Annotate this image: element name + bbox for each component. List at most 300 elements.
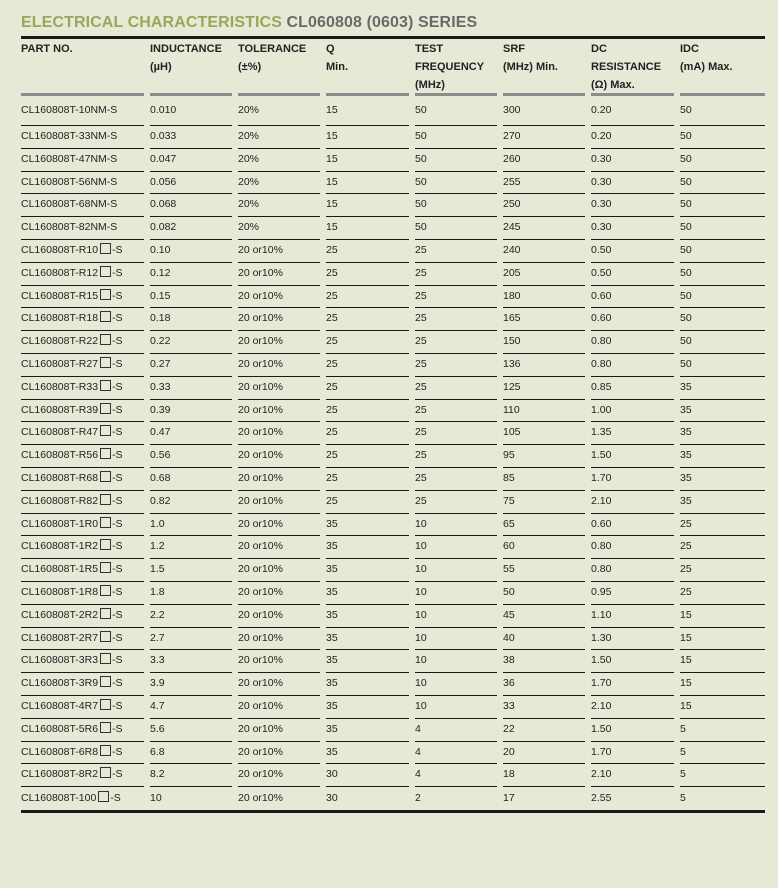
cell-q <box>326 650 415 673</box>
dc-resistance-value: 2.10 <box>591 491 674 514</box>
table-row <box>21 491 765 514</box>
cell-q <box>326 742 415 765</box>
test-frequency-value: 25 <box>415 240 497 263</box>
cell-tolerance <box>238 764 326 787</box>
idc-value: 25 <box>680 559 765 582</box>
srf-value: 50 <box>503 582 585 605</box>
header-idc-line2: (mA) Max. <box>680 61 733 73</box>
table-header-row <box>21 40 765 96</box>
q-value: 25 <box>326 263 409 286</box>
header-inductance <box>150 40 238 96</box>
cell-idc <box>680 673 765 696</box>
dc-resistance-value: 1.10 <box>591 605 674 628</box>
cell-test-frequency <box>415 742 503 765</box>
cell-inductance <box>150 331 238 354</box>
srf-value: 65 <box>503 514 585 537</box>
idc-value: 15 <box>680 673 765 696</box>
table-row <box>21 422 765 445</box>
cell-tolerance <box>238 582 326 605</box>
cell-idc <box>680 400 765 423</box>
part-no-prefix: CL160808T-10NM-S <box>21 104 118 116</box>
cell-q <box>326 263 415 286</box>
cell-idc <box>680 194 765 217</box>
cell-dc-resistance <box>591 559 680 582</box>
cell-dc-resistance <box>591 605 680 628</box>
cell-part-no <box>21 582 150 605</box>
cell-test-frequency <box>415 536 503 559</box>
idc-value: 35 <box>680 422 765 445</box>
header-idc-line1: IDC <box>680 43 699 55</box>
tolerance-value: 20 or10% <box>238 582 320 605</box>
cell-tolerance <box>238 742 326 765</box>
srf-value: 125 <box>503 377 585 400</box>
header-tolerance-line1: TOLERANCE <box>238 43 307 55</box>
table-row <box>21 96 765 126</box>
cell-q <box>326 582 415 605</box>
cell-q <box>326 536 415 559</box>
cell-inductance <box>150 559 238 582</box>
q-value: 35 <box>326 514 409 537</box>
cell-test-frequency <box>415 308 503 331</box>
inductance-value: 6.8 <box>150 742 232 765</box>
table-row <box>21 354 765 377</box>
cell-srf <box>503 514 591 537</box>
table-row <box>21 719 765 742</box>
cell-idc <box>680 126 765 149</box>
tolerance-value: 20 or10% <box>238 377 320 400</box>
part-no-prefix: CL160808T-82NM-S <box>21 221 118 234</box>
cell-tolerance <box>238 126 326 149</box>
test-frequency-value: 25 <box>415 286 497 309</box>
cell-srf <box>503 696 591 719</box>
idc-value: 15 <box>680 605 765 628</box>
cell-test-frequency <box>415 400 503 423</box>
cell-idc <box>680 331 765 354</box>
cell-test-frequency <box>415 149 503 172</box>
tolerance-code-box <box>100 539 111 550</box>
part-no-prefix: CL160808T-8R2 <box>21 768 99 781</box>
tolerance-value: 20% <box>238 149 320 172</box>
test-frequency-value: 4 <box>415 764 497 787</box>
part-no-prefix: CL160808T-6R8 <box>21 745 99 758</box>
srf-value: 55 <box>503 559 585 582</box>
dc-resistance-value: 0.60 <box>591 308 674 331</box>
cell-test-frequency <box>415 172 503 195</box>
tolerance-code-box <box>100 243 111 254</box>
cell-q <box>326 96 415 126</box>
tolerance-code-box <box>100 494 111 505</box>
idc-value: 50 <box>680 96 765 126</box>
table-row <box>21 377 765 400</box>
q-value: 15 <box>326 96 409 126</box>
cell-dc-resistance <box>591 742 680 765</box>
header-cell-box <box>326 40 409 96</box>
cell-inductance <box>150 605 238 628</box>
dc-resistance-value: 1.35 <box>591 422 674 445</box>
tolerance-value: 20 or10% <box>238 445 320 468</box>
header-cell-box <box>680 40 765 96</box>
q-value: 25 <box>326 308 409 331</box>
cell-idc <box>680 468 765 491</box>
tolerance-code-box <box>100 699 111 710</box>
cell-inductance <box>150 536 238 559</box>
cell-test-frequency <box>415 286 503 309</box>
cell-part-no <box>21 764 150 787</box>
test-frequency-value: 25 <box>415 400 497 423</box>
header-cell-box <box>591 40 674 96</box>
cell-srf <box>503 650 591 673</box>
cell-idc <box>680 536 765 559</box>
part-no-prefix: CL160808T-1R8 <box>21 585 99 598</box>
srf-value: 136 <box>503 354 585 377</box>
cell-dc-resistance <box>591 491 680 514</box>
q-value: 25 <box>326 286 409 309</box>
part-no-suffix: -S <box>112 335 123 348</box>
cell-dc-resistance <box>591 468 680 491</box>
cell-inductance <box>150 445 238 468</box>
title-series: CL060808 (0603) SERIES <box>286 14 478 31</box>
cell-srf <box>503 559 591 582</box>
cell-test-frequency <box>415 673 503 696</box>
srf-value: 205 <box>503 263 585 286</box>
tolerance-value: 20 or10% <box>238 696 320 719</box>
cell-idc <box>680 582 765 605</box>
cell-srf <box>503 582 591 605</box>
q-value: 15 <box>326 217 409 240</box>
part-no-prefix: CL160808T-1R2 <box>21 540 99 553</box>
inductance-value: 0.068 <box>150 194 232 217</box>
test-frequency-value: 10 <box>415 650 497 673</box>
q-value: 25 <box>326 354 409 377</box>
inductance-value: 0.22 <box>150 331 232 354</box>
cell-tolerance <box>238 194 326 217</box>
part-no-suffix: -S <box>112 494 123 507</box>
inductance-value: 1.2 <box>150 536 232 559</box>
idc-value: 50 <box>680 263 765 286</box>
part-no-suffix: -S <box>112 403 123 416</box>
q-value: 25 <box>326 240 409 263</box>
header-q-line3 <box>326 76 409 94</box>
inductance-value: 0.15 <box>150 286 232 309</box>
cell-inductance <box>150 400 238 423</box>
tolerance-value: 20 or10% <box>238 791 283 804</box>
srf-value: 45 <box>503 605 585 628</box>
cell-part-no <box>21 149 150 172</box>
cell-idc <box>680 742 765 765</box>
cell-test-frequency <box>415 582 503 605</box>
cell-dc-resistance <box>591 400 680 423</box>
test-frequency-value: 25 <box>415 331 497 354</box>
table-row <box>21 514 765 537</box>
cell-inductance <box>150 354 238 377</box>
cell-idc <box>680 217 765 240</box>
cell-test-frequency <box>415 650 503 673</box>
cell-dc-resistance <box>591 719 680 742</box>
cell-test-frequency <box>415 468 503 491</box>
test-frequency-value: 10 <box>415 605 497 628</box>
test-frequency-value: 4 <box>415 719 497 742</box>
cell-inductance <box>150 126 238 149</box>
test-frequency-value: 25 <box>415 308 497 331</box>
part-no-suffix: -S <box>112 357 123 370</box>
cell-tolerance <box>238 308 326 331</box>
tolerance-code-box <box>100 585 111 596</box>
table-row <box>21 764 765 787</box>
cell-part-no <box>21 172 150 195</box>
part-no-prefix: CL160808T-56NM-S <box>21 175 118 188</box>
cell-part-no <box>21 514 150 537</box>
tolerance-code-box <box>100 653 111 664</box>
cell-srf <box>503 263 591 286</box>
header-idc-line3 <box>680 76 765 94</box>
test-frequency-value: 10 <box>415 696 497 719</box>
electrical-characteristics-table <box>21 40 765 810</box>
title-characteristics: ELECTRICAL CHARACTERISTICS <box>21 14 282 31</box>
inductance-value: 4.7 <box>150 696 232 719</box>
cell-inductance <box>150 468 238 491</box>
cell-tolerance <box>238 787 326 810</box>
cell-test-frequency <box>415 764 503 787</box>
test-frequency-value: 10 <box>415 673 497 696</box>
part-no-prefix: CL160808T-3R9 <box>21 677 99 690</box>
table-row <box>21 559 765 582</box>
tolerance-value: 20 or10% <box>238 514 320 537</box>
part-no-suffix: -S <box>112 517 123 530</box>
header-test-frequency-line1: TEST <box>415 43 444 55</box>
cell-inductance <box>150 491 238 514</box>
idc-value: 25 <box>680 582 765 605</box>
tolerance-value: 20 or10% <box>238 628 320 651</box>
dc-resistance-value: 0.85 <box>591 377 674 400</box>
cell-idc <box>680 559 765 582</box>
cell-q <box>326 194 415 217</box>
srf-value: 85 <box>503 468 585 491</box>
cell-srf <box>503 673 591 696</box>
cell-srf <box>503 787 591 810</box>
cell-dc-resistance <box>591 582 680 605</box>
header-cell-box <box>503 40 585 96</box>
test-frequency-value: 25 <box>415 263 497 286</box>
part-no-suffix: -S <box>112 266 123 279</box>
cell-tolerance <box>238 468 326 491</box>
test-frequency-value: 50 <box>415 172 497 195</box>
idc-value: 25 <box>680 514 765 537</box>
q-value: 25 <box>326 377 409 400</box>
srf-value: 36 <box>503 673 585 696</box>
cell-tolerance <box>238 400 326 423</box>
inductance-value: 0.056 <box>150 172 232 195</box>
cell-idc <box>680 149 765 172</box>
cell-srf <box>503 217 591 240</box>
table-row <box>21 331 765 354</box>
cell-tolerance <box>238 650 326 673</box>
q-value: 35 <box>326 742 409 765</box>
cell-part-no <box>21 491 150 514</box>
tolerance-value: 20 or10% <box>238 650 320 673</box>
cell-part-no <box>21 263 150 286</box>
cell-q <box>326 286 415 309</box>
part-no-suffix: -S <box>112 699 123 712</box>
srf-value: 270 <box>503 126 585 149</box>
dc-resistance-value: 0.20 <box>591 126 674 149</box>
part-no-suffix: -S <box>112 426 123 439</box>
cell-tolerance <box>238 217 326 240</box>
part-no-suffix: -S <box>112 540 123 553</box>
srf-value: 18 <box>503 764 585 787</box>
part-no-prefix: CL160808T-2R7 <box>21 631 99 644</box>
tolerance-value: 20 or10% <box>238 673 320 696</box>
cell-test-frequency <box>415 445 503 468</box>
cell-srf <box>503 377 591 400</box>
inductance-value: 2.2 <box>150 605 232 628</box>
cell-idc <box>680 445 765 468</box>
cell-dc-resistance <box>591 514 680 537</box>
part-no-prefix: CL160808T-R39 <box>21 403 99 416</box>
cell-inductance <box>150 764 238 787</box>
cell-dc-resistance <box>591 422 680 445</box>
cell-srf <box>503 354 591 377</box>
header-part-no-line2 <box>21 58 144 76</box>
header-inductance-line2: (µH) <box>150 61 172 73</box>
cell-tolerance <box>238 331 326 354</box>
test-frequency-value: 25 <box>415 377 497 400</box>
idc-value: 15 <box>680 696 765 719</box>
inductance-value: 1.8 <box>150 582 232 605</box>
srf-value: 75 <box>503 491 585 514</box>
header-cell-box <box>238 40 320 96</box>
dc-resistance-value: 0.60 <box>591 514 674 537</box>
table-row <box>21 673 765 696</box>
tolerance-value: 20 or10% <box>238 491 320 514</box>
table-row <box>21 172 765 195</box>
cell-part-no <box>21 422 150 445</box>
q-value: 25 <box>326 491 409 514</box>
table-row <box>21 126 765 149</box>
inductance-value: 3.3 <box>150 650 232 673</box>
header-srf-line2: (MHz) Min. <box>503 61 558 73</box>
header-dc-resistance-line2: RESISTANCE <box>591 61 662 73</box>
cell-inductance <box>150 422 238 445</box>
q-value: 35 <box>326 719 409 742</box>
tolerance-code-box <box>100 266 111 277</box>
cell-part-no <box>21 536 150 559</box>
inductance-value: 0.33 <box>150 377 232 400</box>
part-no-suffix: -S <box>112 563 123 576</box>
cell-srf <box>503 286 591 309</box>
srf-value: 38 <box>503 650 585 673</box>
idc-value: 25 <box>680 536 765 559</box>
tolerance-value: 20 or10% <box>238 605 320 628</box>
tolerance-value: 20 or10% <box>238 354 320 377</box>
part-no-prefix: CL160808T-47NM-S <box>21 152 118 165</box>
table-row <box>21 217 765 240</box>
cell-tolerance <box>238 628 326 651</box>
idc-value: 5 <box>680 719 765 742</box>
part-no-suffix: -S <box>112 654 123 667</box>
q-value: 35 <box>326 628 409 651</box>
tolerance-value: 20 or10% <box>238 400 320 423</box>
cell-q <box>326 628 415 651</box>
part-no-suffix: -S <box>112 677 123 690</box>
dc-resistance-value: 2.55 <box>591 791 612 804</box>
idc-value: 50 <box>680 149 765 172</box>
test-frequency-value: 50 <box>415 217 497 240</box>
dc-resistance-value: 0.50 <box>591 263 674 286</box>
dc-resistance-value: 1.70 <box>591 742 674 765</box>
header-test-frequency-line3: (MHz) <box>415 79 445 91</box>
cell-inductance <box>150 582 238 605</box>
cell-q <box>326 468 415 491</box>
cell-part-no <box>21 194 150 217</box>
cell-part-no <box>21 240 150 263</box>
inductance-value: 0.10 <box>150 240 232 263</box>
dc-resistance-value: 1.70 <box>591 468 674 491</box>
cell-part-no <box>21 354 150 377</box>
table-row <box>21 696 765 719</box>
tolerance-code-box <box>100 380 111 391</box>
cell-srf <box>503 445 591 468</box>
q-value: 30 <box>326 764 409 787</box>
cell-q <box>326 422 415 445</box>
cell-tolerance <box>238 605 326 628</box>
tolerance-code-box <box>100 403 111 414</box>
cell-dc-resistance <box>591 240 680 263</box>
part-no-prefix: CL160808T-33NM-S <box>21 130 118 142</box>
table-row <box>21 149 765 172</box>
cell-test-frequency <box>415 217 503 240</box>
q-value: 25 <box>326 331 409 354</box>
q-value: 15 <box>326 194 409 217</box>
cell-test-frequency <box>415 126 503 149</box>
cell-dc-resistance <box>591 149 680 172</box>
cell-dc-resistance <box>591 96 680 126</box>
header-idc <box>680 40 765 96</box>
q-value: 25 <box>326 422 409 445</box>
dc-resistance-value: 0.80 <box>591 331 674 354</box>
inductance-value: 0.010 <box>150 96 232 126</box>
cell-test-frequency <box>415 559 503 582</box>
srf-value: 300 <box>503 96 585 126</box>
idc-value: 35 <box>680 491 765 514</box>
cell-dc-resistance <box>591 650 680 673</box>
inductance-value: 0.047 <box>150 149 232 172</box>
inductance-value: 0.033 <box>150 126 232 149</box>
cell-srf <box>503 96 591 126</box>
srf-value: 150 <box>503 331 585 354</box>
q-value: 35 <box>326 696 409 719</box>
dc-resistance-value: 2.10 <box>591 696 674 719</box>
tolerance-value: 20 or10% <box>238 742 320 765</box>
cell-q <box>326 240 415 263</box>
q-value: 25 <box>326 468 409 491</box>
cell-inductance <box>150 217 238 240</box>
part-no-prefix: CL160808T-R27 <box>21 357 99 370</box>
dc-resistance-value: 1.50 <box>591 719 674 742</box>
cell-test-frequency <box>415 605 503 628</box>
header-cell-box <box>21 40 144 96</box>
tolerance-value: 20 or10% <box>238 286 320 309</box>
cell-inductance <box>150 628 238 651</box>
inductance-value: 0.39 <box>150 400 232 423</box>
dc-resistance-value: 0.30 <box>591 149 674 172</box>
tolerance-code-box <box>100 608 111 619</box>
cell-dc-resistance <box>591 172 680 195</box>
header-cell-box <box>150 40 232 96</box>
test-frequency-value: 50 <box>415 194 497 217</box>
inductance-value: 0.82 <box>150 491 232 514</box>
inductance-value: 5.6 <box>150 719 232 742</box>
idc-value: 35 <box>680 468 765 491</box>
